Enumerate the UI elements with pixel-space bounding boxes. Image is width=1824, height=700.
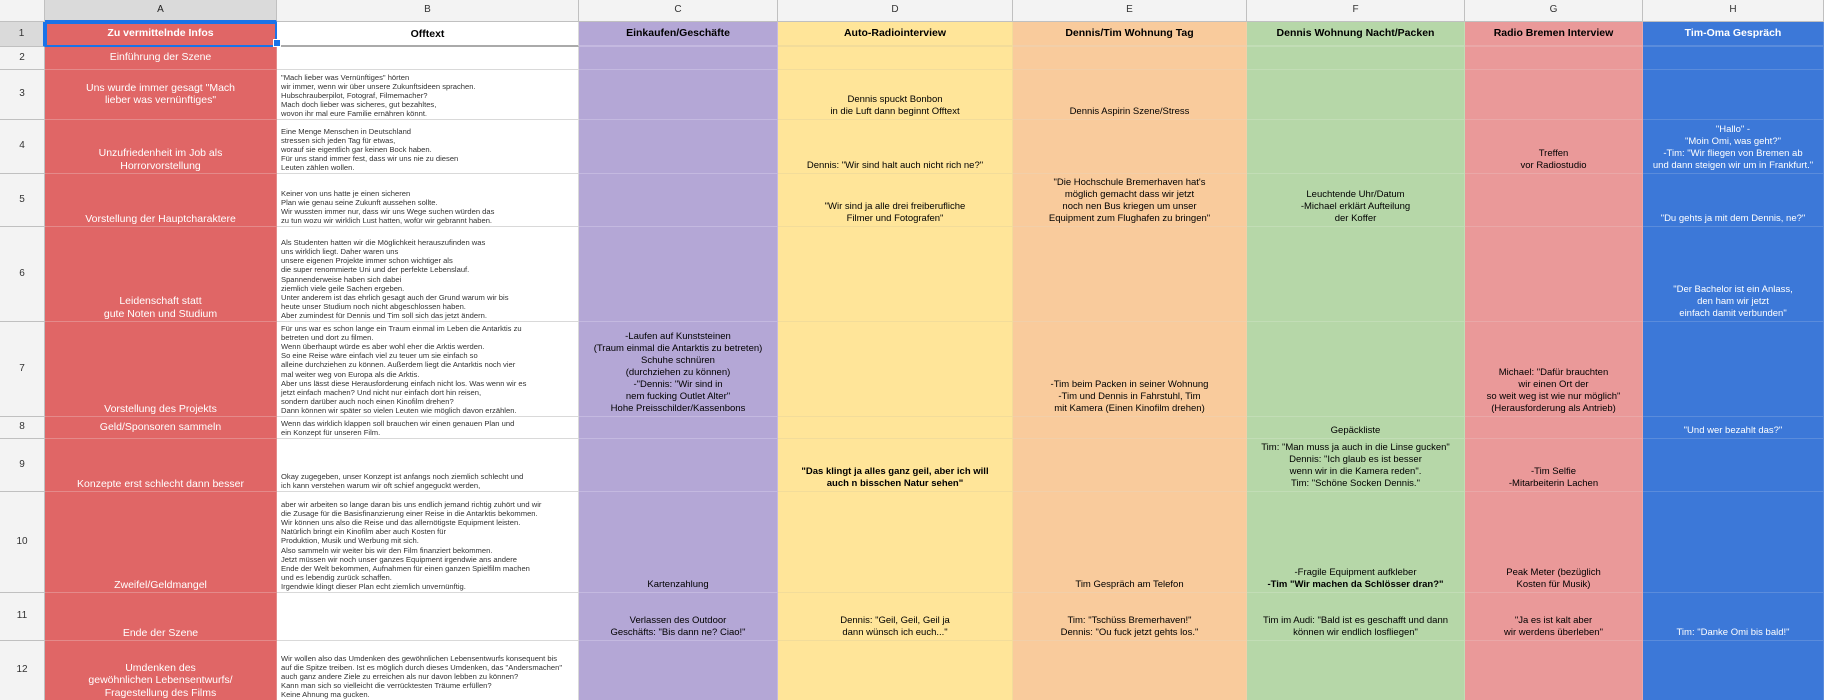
cell-b1[interactable]: Offtext (277, 22, 579, 47)
cell-g5[interactable] (1465, 174, 1643, 227)
cell-h4[interactable]: "Hallo" - "Moin Omi, was geht?" -Tim: "Wir fliegen von Bremen ab und dann steigen wir um in Frankfurt." (1643, 120, 1824, 174)
cell-d4[interactable]: Dennis: "Wir sind halt auch nicht rich ne?" (778, 120, 1013, 174)
cell-d8[interactable] (778, 417, 1013, 439)
cell-d11[interactable]: Dennis: "Geil, Geil, Geil ja dann wünsch ich euch..." (778, 593, 1013, 641)
cell-h10[interactable] (1643, 492, 1824, 593)
cell-c12[interactable] (579, 641, 778, 700)
cell-h9[interactable] (1643, 439, 1824, 492)
cell-c10[interactable]: Kartenzahlung (579, 492, 778, 593)
cell-b3[interactable]: "Mach lieber was Vernünftiges" hörten wir immer, wenn wir über unsere Zukunftsideen sprachen. Hubschrauberpilot, Fotograf, Filmemacher? Mach doch lieber was sicheres, gut bezahltes, wovon ihr mal eure Familie ernähren könnt. (277, 70, 579, 120)
cell-a5[interactable]: Vorstellung der Hauptcharaktere (45, 174, 277, 227)
cell-e5[interactable]: "Die Hochschule Bremerhaven hat's möglich gemacht dass wir jetzt noch nen Bus kriegen um unser Equipment zum Flughafen zu bringen" (1013, 174, 1247, 227)
cell-d12[interactable] (778, 641, 1013, 700)
cell-e6[interactable] (1013, 227, 1247, 322)
row-header-6[interactable]: 6 (0, 227, 45, 322)
cell-a8[interactable]: Geld/Sponsoren sammeln (45, 417, 277, 439)
cell-h8[interactable]: "Und wer bezahlt das?" (1643, 417, 1824, 439)
cell-a1-selected[interactable]: Zu vermittelnde Infos (45, 22, 277, 47)
cell-d1[interactable]: Auto-Radiointerview (778, 22, 1013, 47)
cell-h2[interactable] (1643, 47, 1824, 70)
cell-a3[interactable]: Uns wurde immer gesagt "Mach lieber was vernünftiges" (45, 70, 277, 120)
cell-e7[interactable]: -Tim beim Packen in seiner Wohnung -Tim und Dennis in Fahrstuhl, Tim mit Kamera (Einen Kinofilm drehen) (1013, 322, 1247, 417)
cell-g3[interactable] (1465, 70, 1643, 120)
cell-e12[interactable] (1013, 641, 1247, 700)
cell-a6[interactable]: Leidenschaft statt gute Noten und Studium (45, 227, 277, 322)
cell-d2[interactable] (778, 47, 1013, 70)
column-header-h[interactable]: H (1643, 0, 1824, 22)
row-header-11[interactable]: 11 (0, 593, 45, 641)
cell-f5[interactable]: Leuchtende Uhr/Datum -Michael erklärt Aufteilung der Koffer (1247, 174, 1465, 227)
cell-c3[interactable] (579, 70, 778, 120)
cell-h7[interactable] (1643, 322, 1824, 417)
cell-f11[interactable]: Tim im Audi: "Bald ist es geschafft und dann können wir endlich losfliegen" (1247, 593, 1465, 641)
cell-g1[interactable]: Radio Bremen Interview (1465, 22, 1643, 47)
row-header-3[interactable]: 3 (0, 70, 45, 120)
cell-g8[interactable] (1465, 417, 1643, 439)
cell-b9[interactable]: Okay zugegeben, unser Konzept ist anfangs noch ziemlich schlecht und ich kann verstehen warum wir oft schief angeguckt werden, (277, 439, 579, 492)
column-header-g[interactable]: G (1465, 0, 1643, 22)
cell-h6[interactable]: "Der Bachelor ist ein Anlass, den ham wir jetzt einfach damit verbunden" (1643, 227, 1824, 322)
cell-e4[interactable] (1013, 120, 1247, 174)
cell-b4[interactable]: Eine Menge Menschen in Deutschland stressen sich jeden Tag für etwas, worauf sie eigentlich gar keinen Bock haben. Für uns stand immer fest, dass wir uns nie zu diesen Leuten zählen wollen. (277, 120, 579, 174)
cell-c6[interactable] (579, 227, 778, 322)
column-header-f[interactable]: F (1247, 0, 1465, 22)
cell-d10[interactable] (778, 492, 1013, 593)
row-header-2[interactable]: 2 (0, 47, 45, 70)
select-all-corner[interactable] (0, 0, 45, 22)
row-header-12[interactable]: 12 (0, 641, 45, 700)
cell-h1[interactable]: Tim-Oma Gespräch (1643, 22, 1824, 47)
cell-e11[interactable]: Tim: "Tschüss Bremerhaven!" Dennis: "Ou fuck jetzt gehts los." (1013, 593, 1247, 641)
column-header-a[interactable]: A (45, 0, 277, 22)
cell-e10[interactable]: Tim Gespräch am Telefon (1013, 492, 1247, 593)
cell-g6[interactable] (1465, 227, 1643, 322)
cell-e2[interactable] (1013, 47, 1247, 70)
cell-c8[interactable] (579, 417, 778, 439)
cell-h12[interactable] (1643, 641, 1824, 700)
row-header-7[interactable]: 7 (0, 322, 45, 417)
cell-e9[interactable] (1013, 439, 1247, 492)
cell-b7[interactable]: Für uns war es schon lange ein Traum einmal im Leben die Antarktis zu betreten und dort zu filmen. Wenn überhaupt würde es aber wohl eher die Arktis werden. So eine Reise wäre einfach viel zu teuer um sie einfach so alleine durchziehen zu können. Außerdem liegt die Antarktis noch vier mal weiter weg von Europa als die Arktis. Aber uns lässt diese Herausforderung einfach nicht los. Was wenn wir es jetzt einfach machen? Und nicht nur einfach dort hin reisen, sondern darüber auch noch einen Kinofilm drehen? Dann können wir später so vielen Leuten wie möglich davon erzählen. (277, 322, 579, 417)
row-header-9[interactable]: 9 (0, 439, 45, 492)
cell-c4[interactable] (579, 120, 778, 174)
cell-b12[interactable]: Wir wollen also das Umdenken des gewöhnlichen Lebensentwurfs konsequent bis auf die Spitze treiben. Ist es möglich durch dieses Umdenken, das "Andersmachen" auch ganz andere Ziele zu erreichen als nur davon lebben zu können? Kann man sich so vielleicht die verrücktesten Träume erfüllen? Keine Ahnung ma gucken. (277, 641, 579, 700)
cell-g10[interactable]: Peak Meter (bezüglich Kosten für Musik) (1465, 492, 1643, 593)
cell-f10[interactable] (1247, 492, 1465, 593)
cell-g4[interactable]: Treffen vor Radiostudio (1465, 120, 1643, 174)
cell-c2[interactable] (579, 47, 778, 70)
cell-f4[interactable] (1247, 120, 1465, 174)
cell-f9[interactable]: Tim: "Man muss ja auch in die Linse gucken" Dennis: "Ich glaub es ist besser wenn wir in die Kamera reden". Tim: "Schöne Socken Dennis." (1247, 439, 1465, 492)
row-header-10[interactable]: 10 (0, 492, 45, 593)
cell-h5[interactable]: "Du gehts ja mit dem Dennis, ne?" (1643, 174, 1824, 227)
cell-b11[interactable] (277, 593, 579, 641)
cell-f7[interactable] (1247, 322, 1465, 417)
cell-g7[interactable]: Michael: "Dafür brauchten wir einen Ort der so weit weg ist wie nur möglich" (Herausforderung als Antrieb) (1465, 322, 1643, 417)
cell-d5[interactable]: "Wir sind ja alle drei freiberufliche Filmer und Fotografen" (778, 174, 1013, 227)
column-header-e[interactable]: E (1013, 0, 1247, 22)
cell-b6[interactable]: Als Studenten hatten wir die Möglichkeit herauszufinden was uns wirklich liegt. Daher waren uns unsere eigenen Projekte immer schon wichtiger als die super renommierte Uni und der perfekte Lebenslauf. Spannenderweise haben sich dabei ziemlich viele geile Sachen ergeben. Unter anderem ist das ehrlich gesagt auch der Grund warum wir bis heute unser Studium noch nicht abgeschlossen haben. Aber zumindest für Dennis und Tim soll sich das jetzt ändern. (277, 227, 579, 322)
column-header-d[interactable]: D (778, 0, 1013, 22)
cell-g2[interactable] (1465, 47, 1643, 70)
row-header-1[interactable]: 1 (0, 22, 45, 47)
row-header-8[interactable]: 8 (0, 417, 45, 439)
cell-d9[interactable]: "Das klingt ja alles ganz geil, aber ich will auch n bisschen Natur sehen" (778, 439, 1013, 492)
cell-g9[interactable]: -Tim Selfie -Mitarbeiterin Lachen (1465, 439, 1643, 492)
cell-f3[interactable] (1247, 70, 1465, 120)
cell-h11[interactable]: Tim: "Danke Omi bis bald!" (1643, 593, 1824, 641)
cell-c7[interactable]: -Laufen auf Kunststeinen (Traum einmal die Antarktis zu betreten) Schuhe schnüren (durchziehen zu können) -"Dennis: "Wir sind in nem fucking Outlet Alter" Hohe Preisschilder/Kassenbons (579, 322, 778, 417)
cell-f8[interactable]: Gepäckliste (1247, 417, 1465, 439)
cell-d7[interactable] (778, 322, 1013, 417)
cell-g11[interactable]: "Ja es ist kalt aber wir werdens überleben" (1465, 593, 1643, 641)
cell-a12[interactable]: Umdenken des gewöhnlichen Lebensentwurfs/ Fragestellung des Films (45, 641, 277, 700)
cell-a4[interactable]: Unzufriedenheit im Job als Horrorvorstellung (45, 120, 277, 174)
cell-c11[interactable]: Verlassen des Outdoor Geschäfts: "Bis dann ne? Ciao!" (579, 593, 778, 641)
cell-f10-line-1: -Fragile Equipment aufkleber (1294, 567, 1417, 578)
cell-f1[interactable]: Dennis Wohnung Nacht/Packen (1247, 22, 1465, 47)
cell-e3[interactable]: Dennis Aspirin Szene/Stress (1013, 70, 1247, 120)
cell-f2[interactable] (1247, 47, 1465, 70)
cell-d6[interactable] (778, 227, 1013, 322)
cell-e8[interactable] (1013, 417, 1247, 439)
cell-f10-line-2: -Tim "Wir machen da Schlösser dran?" (1267, 579, 1444, 590)
row-header-4[interactable]: 4 (0, 120, 45, 174)
cell-b10[interactable]: aber wir arbeiten so lange daran bis uns endlich jemand richtig zuhört und wir die Zusage für die Basisfinanzierung einer Reise in die Antarktis bekommen. Wir können uns also die Reise und das allernötigste Equipment leisten. Natürlich bringt ein Kinofilm aber auch Kosten für Produktion, Musik und Werbung mit sich. Also sammeln wir weiter bis wir den Film finanziert bekommen. Jetzt müssen wir noch unser ganzes Equipment irgendwie ans andere Ende der Welt bekommen, Aufnahmen für einen ganzen Spielfilm machen und es lebendig zurück schaffen. Irgendwie klingt dieser Plan echt ziemlich unvernünftig. (277, 492, 579, 593)
row-header-5[interactable]: 5 (0, 174, 45, 227)
column-header-c[interactable]: C (579, 0, 778, 22)
cell-a11[interactable]: Ende der Szene (45, 593, 277, 641)
cell-f12[interactable] (1247, 641, 1465, 700)
cell-b5[interactable]: Keiner von uns hatte je einen sicheren Plan wie genau seine Zukunft aussehen sollte. Wir wussten immer nur, dass wir uns Wege suchen würden das zu tun wozu wir wirklich Lust hatten, wofür wir gebrannt haben. (277, 174, 579, 227)
cell-c5[interactable] (579, 174, 778, 227)
cell-a7[interactable]: Vorstellung des Projekts (45, 322, 277, 417)
cell-d3[interactable]: Dennis spuckt Bonbon in die Luft dann beginnt Offtext (778, 70, 1013, 120)
cell-f6[interactable] (1247, 227, 1465, 322)
cell-a2[interactable]: Einführung der Szene (45, 47, 277, 70)
selection-fill-handle[interactable] (273, 39, 281, 47)
cell-b8[interactable]: Wenn das wirklich klappen soll brauchen wir einen genauen Plan und ein Konzept für unseren Film. (277, 417, 579, 439)
cell-g12[interactable] (1465, 641, 1643, 700)
cell-a10[interactable]: Zweifel/Geldmangel (45, 492, 277, 593)
cell-a9[interactable]: Konzepte erst schlecht dann besser (45, 439, 277, 492)
cell-h3[interactable] (1643, 70, 1824, 120)
cell-b2[interactable] (277, 47, 579, 70)
column-header-b[interactable]: B (277, 0, 579, 22)
cell-e1[interactable]: Dennis/Tim Wohnung Tag (1013, 22, 1247, 47)
cell-c1[interactable]: Einkaufen/Geschäfte (579, 22, 778, 47)
cell-c9[interactable] (579, 439, 778, 492)
